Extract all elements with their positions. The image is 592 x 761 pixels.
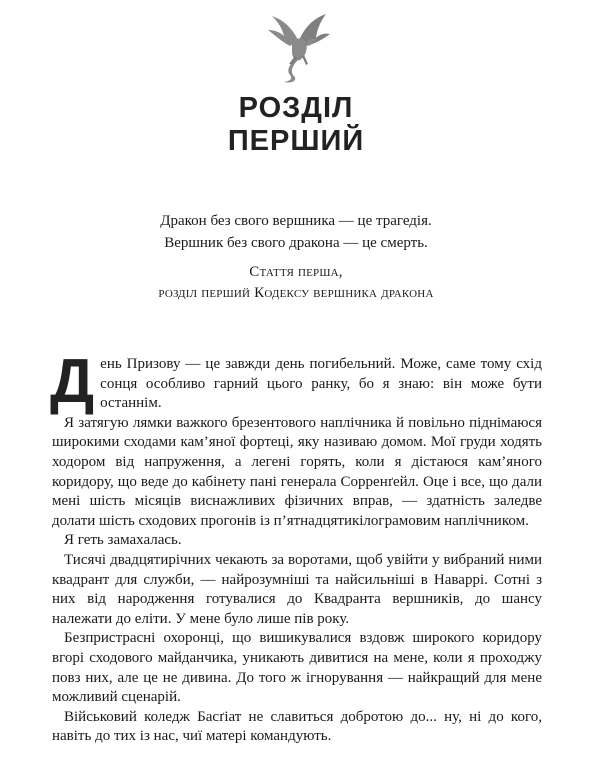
epigraph-line1: Дракон без свого вершника — це трагедія. — [160, 213, 432, 229]
drop-cap: Д — [50, 347, 95, 416]
paragraph-5: Безпристрасні охоронці, що вишикувалися вздовж широкого коридору вгорі сходового майданчика, уникають дивитися на мене, коли я проходжу повз них, але це не дивина. До того ж ігнорування — найкращий для мене можливий сценарій. — [52, 630, 542, 706]
body-text — [50, 347, 542, 747]
epigraph-source-line2: розділ перший Кодексу вершника дракона — [158, 285, 434, 301]
paragraph-4: Тисячі двадцятирічних чекають за воротами, щоб увійти у вибраний ними квадрант для служби, — найрозумніші та найсильніші в Наваррі. Сотні з них від народження готувалися до Квадранта вершників, до шансу належати до еліти. У мене було лише пів року. — [52, 551, 542, 627]
paragraph-6: Військовий коледж Басґіат не славиться добротою до... ну, ні до кого, навіть до тих із нас, чиї матері командують. — [52, 708, 542, 745]
dragon-icon — [262, 8, 332, 88]
epigraph-line2: Вершник без свого дракона — це смерть. — [164, 235, 428, 251]
chapter-title — [0, 92, 592, 158]
epigraph-source — [0, 262, 592, 304]
epigraph-source-line1: Стаття перша, — [249, 264, 343, 280]
chapter-title-line2: ПЕРШИЙ — [227, 125, 365, 157]
chapter-title-line1: РОЗДІЛ — [238, 92, 354, 124]
paragraph-1-text: ень Призову — це завжди день погибельний. Може, саме тому схід сонця особливо гарний цього ранку, бо я знаю: він може бути останнім. — [100, 356, 542, 412]
epigraph — [0, 210, 592, 254]
paragraph-1 — [50, 347, 542, 416]
paragraph-2: Я затягую лямки важкого брезентового наплічника й повільно піднімаюся широкими сходами кам’яної фортеці, яку називаю домом. Мої груди ходять ходором від напруження, а легені горять, коли я дістаюся кам’яного коридору, що веде до кабінету пані генерала Сорренґейл. Оце і все, що дали мені шість місяців виснажливих фізичних вправ, — здатність заледве долати шість сходових прогонів із п’ятнадцятикілограмовим наплічником. — [52, 414, 542, 529]
paragraph-3: Я геть замахалась. — [64, 532, 182, 549]
